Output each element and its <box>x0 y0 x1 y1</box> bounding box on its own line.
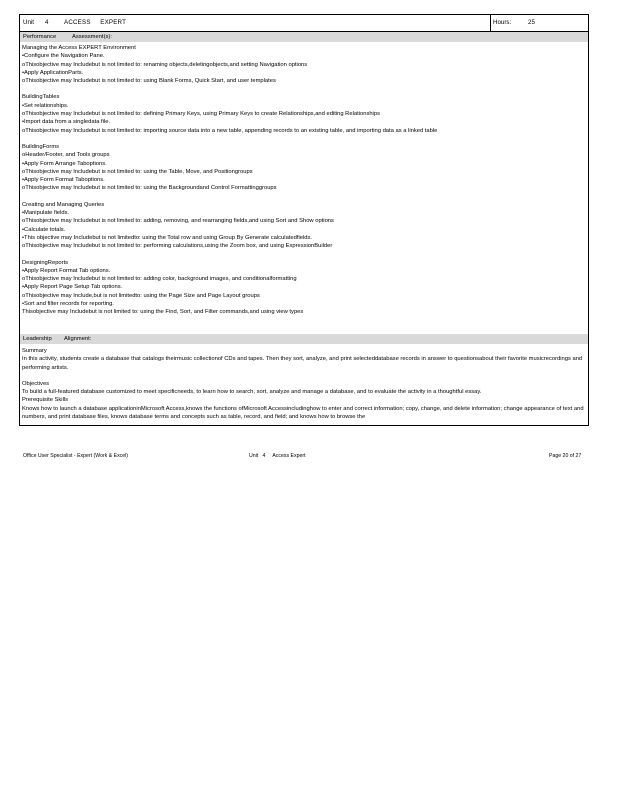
hours-label: Hours: <box>493 19 512 26</box>
unit-label: Unit <box>23 19 35 26</box>
section-line: •Sort and filter records for reporting. <box>22 301 114 308</box>
section-line: oThisobjective may Includebut is not limited to: using Blank Forms, Quick Start, and user templates <box>22 78 276 85</box>
leadership-content <box>20 344 588 425</box>
performance-bar <box>20 32 588 42</box>
prerequisites-text: Knows how to launch a database applicationinMicrosoft Access,knows the functions ofMicrosoft Accessincludinghow to enter and correct information; copy, change, and delete information; change appearance of text and numbers, and print database files, knows database terms and concepts such as table, record, and field; and knows how to browse the <box>22 405 584 421</box>
section-line: •Import data from a singledata file. <box>22 119 111 126</box>
section-line: oThisobjective may Includebut is not limited to: adding, removing, and rearranging fields,and using Sort and Show options <box>22 218 334 225</box>
assessment-label: Assessment(s): <box>72 34 112 40</box>
leadership-bar <box>20 334 588 344</box>
section-line: •Apply Report Format Tab options. <box>22 267 111 274</box>
objectives-heading: Objectives <box>22 380 50 387</box>
hours-cell <box>490 15 591 31</box>
leadership-label: Leadership <box>23 336 52 342</box>
unit-number: 4 <box>45 19 49 26</box>
section-line: •Manipulate fields. <box>22 210 70 217</box>
section-line: oHeader/Footer, and Tools groups <box>22 152 110 159</box>
summary-text: In this activity, students create a database that catalogs theirmusic collectionof CDs and tapes. Then they sort, analyze, and print selecteddatabase records in answer to questionsabout their favorite musicrecordings and performing artists. <box>22 356 583 371</box>
performance-content <box>20 42 588 334</box>
section-line: oThisobjective may Includebut is not limited to: performing calculations,using the Zoom box, and using ExpressionBuilder <box>22 243 333 250</box>
section-heading: BuildingTables <box>22 94 60 101</box>
section-heading: DesigningReports <box>22 259 69 266</box>
section-line: oThisobjective may Includebut is not limited to: using the Table, Move, and Positiongroups <box>22 168 253 175</box>
section-line: oThisobjective may Includebut is not limited to: adding color, background images, and conditionalformatting <box>22 276 297 283</box>
section-line: •Apply Report Page Setup Tab options. <box>22 284 123 291</box>
section-line: •Apply Form Format Taboptions. <box>22 177 105 184</box>
section-line: •Apply Form Arrange Taboptions. <box>22 160 107 167</box>
section-line: Thisobjective may Includebut is not limited to: using the Find, Sort, and Filter commands,and using view types <box>22 309 304 316</box>
section-line: •This objective may Includebut is not limitedto: using the Total row and using Group By Generate calculatedfields. <box>22 234 312 241</box>
section-line: •Configure the Navigation Pane. <box>22 53 105 60</box>
section-line: oThisobjective may Includebut is not limited to: importing source data into a new table, appending records to an existing table, and importing data as a linked table <box>22 127 438 134</box>
section-heading: Creating and Managing Queries <box>22 201 105 208</box>
section-line: oThisobjective may Includebut is not limited to: renaming objects,deletingobjects,and setting Navigation options <box>22 61 308 68</box>
section-line: •Apply ApplicationParts. <box>22 69 84 76</box>
section-line: oThisobjective may Includebut is not limited to: using the Backgroundand Control Formattinggroups <box>22 185 277 192</box>
document-page <box>19 14 589 426</box>
unit-title: ACCESS EXPERT <box>64 19 127 26</box>
section-line: •Set relationships. <box>22 102 69 109</box>
performance-label: Performance <box>23 34 57 40</box>
section-line: •Calculate totals. <box>22 226 66 233</box>
section-line: oThisobjective may Includebut is not limited to: defining Primary Keys, using Primary Keys to create Relationships,and editing Relationships <box>22 111 380 118</box>
alignment-label: Alignment: <box>64 336 92 342</box>
footer-left: Office User Specialist - Expert (Work & Excel) <box>23 453 129 459</box>
prerequisites-heading: Prerequisite Skills <box>22 397 69 404</box>
section-heading: BuildingForms <box>22 143 60 150</box>
footer-page-number: Page 20 of 27 <box>549 453 582 459</box>
hours-value: 25 <box>528 19 535 26</box>
unit-table <box>19 14 589 426</box>
section-line: oThisobjective may Include,but is not limitedto: using the Page Size and Page Layout groups <box>22 292 260 299</box>
footer-center: Unit 4 Access Expert <box>249 453 306 459</box>
section-heading: Managing the Access EXPERT Environment <box>22 45 136 51</box>
objectives-text: To build a full-featured database customized to meet specificneeds, to learn how to search, sort, analyze and manage a database, and to evaluate the activity in a thoughtful essay. <box>22 389 482 396</box>
unit-header-row <box>20 15 588 32</box>
summary-heading: Summary <box>22 348 47 354</box>
